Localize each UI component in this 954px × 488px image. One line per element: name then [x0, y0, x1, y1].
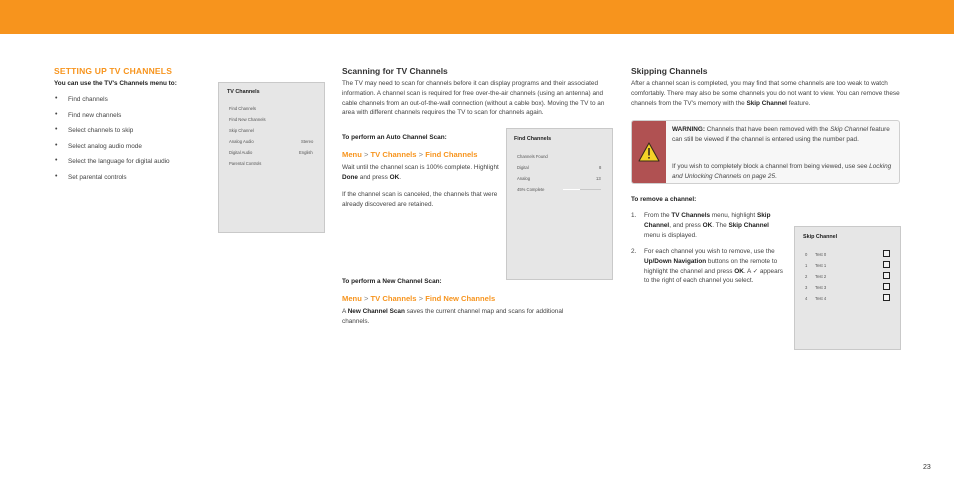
text: appears to the right of each channel you select. [644, 267, 783, 285]
text: feature can still be viewed if the channel is entered using the number pad. [672, 126, 890, 143]
channel-name[interactable]: Test 3 [815, 285, 827, 290]
progress-fill [563, 189, 580, 190]
screen-title: Skip Channel [803, 234, 838, 240]
ok-label: OK [389, 173, 400, 181]
text: Channels that have been removed with the [705, 126, 831, 133]
section-heading: Scanning for TV Channels [342, 66, 448, 76]
tv-channels-screen [218, 82, 325, 233]
text: . [399, 173, 401, 181]
text: menu is displayed. [644, 231, 697, 239]
menu-item-find-channels[interactable]: Find Channels [229, 106, 257, 111]
text: TV Channels [671, 212, 711, 219]
progress-bar [563, 189, 601, 190]
list-item: • Select analog audio mode [54, 143, 214, 159]
path-tv-channels: TV Channels [370, 150, 417, 159]
text: Skip Channel [728, 221, 769, 229]
skip-description [631, 79, 903, 108]
path-separator: > [363, 294, 369, 303]
text: For each channel you wish to remove, use the [644, 248, 775, 255]
skip-checkbox[interactable] [883, 272, 890, 279]
text: Skip Channel [644, 212, 771, 229]
text: . The [712, 221, 729, 229]
channel-number: 1 [805, 263, 808, 268]
warning-text-1 [672, 125, 892, 145]
channel-name[interactable]: Test 2 [815, 274, 827, 279]
section-heading: Skipping Channels [631, 66, 708, 76]
menu-item-find-new-channels[interactable]: Find New Channels [229, 117, 266, 122]
checkmark-icon: ✓ [752, 267, 759, 275]
text: If you wish to completely block a channel from being viewed, use see [672, 163, 870, 170]
channel-name[interactable]: Test 1 [815, 263, 827, 268]
new-channel-scan-label: New Channel Scan [347, 308, 405, 315]
text: buttons on the remote to highlight the channel and press [644, 257, 778, 275]
list-item: • Set parental controls [54, 174, 214, 190]
skip-checkbox[interactable] [883, 294, 890, 301]
auto-scan-instructions [342, 163, 502, 183]
auto-scan-heading: To perform an Auto Channel Scan: [342, 134, 447, 141]
done-label: Done [342, 173, 358, 181]
analog-label: Analog [517, 176, 531, 181]
menu-item-digital-audio[interactable]: Digital Audio [229, 150, 253, 155]
new-scan-description [342, 307, 592, 327]
channel-name[interactable]: Test 4 [815, 296, 827, 301]
skip-checkbox[interactable] [883, 283, 890, 290]
step-2 [644, 247, 784, 286]
channel-number: 0 [805, 252, 808, 257]
skip-channel-screen [794, 226, 901, 350]
analog-count: 13 [596, 176, 601, 181]
channel-number: 4 [805, 296, 808, 301]
header-bar [0, 0, 954, 34]
menu-item-parental-controls[interactable]: Parental Controls [229, 161, 262, 166]
new-scan-heading: To perform a New Channel Scan: [342, 278, 442, 285]
page-number: 23 [923, 464, 931, 471]
text: feature. [786, 99, 811, 107]
digital-label: Digital [517, 165, 529, 170]
step-number: 1. [631, 212, 637, 219]
text: and press [357, 173, 390, 181]
path-find-channels: Find Channels [425, 150, 478, 159]
text: After a channel scan is completed, you may find that some channels are too weak to watch comfortably. There may also be some channels you do not want to view. You can remove these channels from the TV's memory with the [631, 80, 900, 107]
remove-heading: To remove a channel: [631, 196, 697, 203]
path-separator: > [363, 150, 369, 159]
text: OK [702, 221, 713, 229]
channel-number: 3 [805, 285, 808, 290]
find-channels-screen [506, 128, 613, 280]
text: . A [743, 267, 753, 275]
step-1 [644, 211, 786, 240]
progress-label: 45% Complete [517, 187, 545, 192]
text: Up/Down Navigation [644, 257, 707, 265]
warning-sidebar [632, 121, 666, 183]
section-title: SETTING UP TV CHANNELS [54, 66, 173, 76]
cross-reference-link[interactable]: Locking and Unlocking Channels on page 25 [672, 163, 892, 180]
text: . [775, 172, 777, 180]
digital-count: 8 [599, 165, 602, 170]
menu-path-find-channels [342, 150, 478, 159]
warning-text-2 [672, 162, 892, 182]
path-separator: > [418, 294, 424, 303]
intro-text: You can use the TV's Channels menu to: [54, 80, 177, 87]
warning-box [631, 120, 900, 184]
channel-name[interactable]: Test 0 [815, 252, 827, 257]
warning-label: WARNING: [672, 126, 706, 133]
path-menu: Menu [342, 150, 362, 159]
channel-number: 2 [805, 274, 808, 279]
path-separator: > [418, 150, 424, 159]
list-item: • Select channels to skip [54, 127, 214, 143]
path-tv-channels: TV Channels [370, 294, 417, 303]
list-item: • Find channels [54, 96, 214, 112]
path-find-new-channels: Find New Channels [425, 294, 496, 303]
text: menu, highlight [710, 212, 757, 219]
text: From the [644, 212, 672, 219]
text: , and press [669, 221, 703, 229]
list-item: • Select the language for digital audio [54, 158, 214, 174]
auto-scan-note: If the channel scan is canceled, the channels that were already discovered are retained. [342, 191, 498, 208]
step-number: 2. [631, 248, 637, 255]
screen-title: TV Channels [227, 89, 260, 95]
text: OK [734, 267, 744, 275]
menu-value-analog-audio: Stereo [301, 139, 314, 144]
menu-item-analog-audio[interactable]: Analog Audio [229, 139, 254, 144]
warning-triangle-icon [632, 121, 666, 183]
text: Wait until the channel scan is 100% complete. Highlight [342, 164, 499, 171]
feature-list [54, 96, 214, 190]
skip-checkbox[interactable] [883, 261, 890, 268]
path-menu: Menu [342, 294, 362, 303]
menu-value-digital-audio: English [299, 150, 313, 155]
text: A [342, 308, 348, 315]
scan-description: The TV may need to scan for channels before it can display programs and their associated information. A channel scan is required for free over-the-air channels (using an antenna) and cable channels from an out-of-the-wall connection (without a cable box). Moving the TV to an area with different channels requires the TV to scan for channels again. [342, 80, 605, 117]
menu-item-skip-channel[interactable]: Skip Channel [229, 128, 254, 133]
skip-checkbox[interactable] [883, 250, 890, 257]
channels-found-label: Channels Found [517, 154, 548, 159]
text: saves the current channel map and scans for additional channels. [342, 308, 564, 325]
skip-channel-label: Skip Channel [746, 99, 787, 107]
list-item: • Find new channels [54, 112, 214, 128]
screen-title: Find Channels [514, 136, 552, 142]
menu-path-find-new-channels [342, 294, 495, 303]
text: Skip Channel [830, 126, 869, 133]
